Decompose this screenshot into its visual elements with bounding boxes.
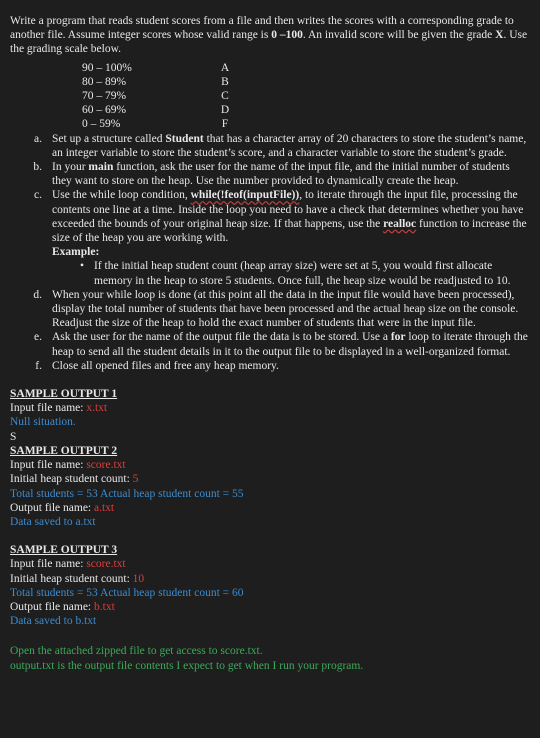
grade-row: [82, 117, 232, 131]
grade-range: 90 – 100%: [82, 61, 132, 74]
task-text-part: that has a character array of 20 characters to store the student’s name, an integer variable to store the student’s score, and a character variable to store the student’s grade.: [52, 132, 527, 159]
task-text-part: Set up a structure called: [52, 132, 166, 145]
sample-user-input: 10: [132, 572, 145, 585]
sample-output-1: [10, 387, 530, 444]
sample-user-input: x.txt: [86, 402, 108, 415]
task-keyword: for: [390, 331, 406, 344]
sample-line: S: [10, 430, 17, 443]
task-item-f: [10, 359, 530, 373]
grade-letter: F: [221, 118, 229, 131]
grade-range: 80 – 89%: [82, 75, 127, 88]
footer-note: [10, 644, 530, 672]
task-text-part: function, ask the user for the name of the input file, and the initial number of students they want to store on the heap. Use the number provided to dynamically create the heap.: [52, 161, 510, 188]
task-item-d: [10, 288, 530, 331]
footer-line: Open the attached zipped file to get access to score.txt.: [10, 645, 263, 658]
grade-letter: A: [220, 61, 230, 74]
intro-paragraph: [10, 14, 530, 57]
sample-program-output: Data saved to a.txt: [10, 515, 96, 528]
task-marker: f.: [35, 359, 42, 372]
sample-output-2: [10, 444, 530, 529]
task-item-c: [10, 188, 530, 259]
sample-program-output: Total students = 53 Actual heap student count = 60: [10, 586, 244, 599]
sample-title: SAMPLE OUTPUT 1: [10, 388, 118, 401]
task-text: Close all opened files and free any heap memory.: [52, 359, 279, 372]
task-text-part: , to iterate through the input file, processing the contents one line at a time. Inside the loop you need to have a check that determines whether you have exceeded the bounds of your original heap size. If that happens, use the: [52, 189, 524, 230]
sample-user-input: a.txt: [94, 501, 115, 514]
task-item-a: [10, 132, 530, 160]
grade-row: [82, 61, 232, 75]
intro-range: 0 –100: [271, 29, 303, 42]
sample-line: [10, 501, 530, 515]
example-text: If the initial heap student count (heap array size) were set at 5, you would first allocate memory in the heap to store 5 students. Once full, the heap size would be readjusted to 10.: [94, 260, 511, 287]
sample-label: Output file name:: [10, 501, 94, 514]
sample-title: SAMPLE OUTPUT 2: [10, 444, 118, 457]
task-text-part: loop to iterate through the heap to send all the student details in it to the output file to be displayed in a well-organized format.: [52, 331, 528, 358]
example-label: Example:: [52, 246, 100, 259]
sample-label: Input file name:: [10, 402, 87, 415]
sample-line: [10, 557, 530, 571]
sample-line: [10, 458, 530, 472]
sample-user-input: score.txt: [86, 459, 126, 472]
grade-row: [82, 89, 232, 103]
task-item-e: [10, 330, 530, 358]
sample-line: [10, 572, 530, 586]
grade-letter: D: [220, 104, 230, 117]
task-text: [52, 132, 530, 160]
sample-output-3: [10, 543, 530, 628]
grade-letter: C: [221, 90, 229, 103]
task-marker: e.: [34, 331, 42, 344]
intro-text-c: . Use the grading scale below.: [10, 29, 528, 56]
footer-line: output.txt is the output file contents I expect to get when I run your program.: [10, 659, 364, 672]
task-keyword: while(!feof(inputFile)): [190, 189, 300, 202]
intro-text-a: Write a program that reads student scores from a file and then writes the scores with a corresponding grade to another file. Assume integer scores whose valid range is: [10, 15, 514, 42]
sample-line: [10, 401, 530, 415]
task-marker: b.: [33, 161, 42, 174]
sample-label: Initial heap student count:: [10, 473, 133, 486]
sample-label: Output file name:: [10, 600, 94, 613]
task-keyword: main: [88, 161, 114, 174]
task-text-part: In your: [52, 161, 89, 174]
grading-scale: [82, 61, 232, 132]
task-text: [52, 160, 530, 188]
grade-range: 70 – 79%: [82, 90, 127, 103]
sample-label: Initial heap student count:: [10, 572, 133, 585]
grade-range: 60 – 69%: [82, 104, 127, 117]
task-marker: a.: [34, 132, 42, 145]
sample-program-output: Total students = 53 Actual heap student count = 55: [10, 487, 244, 500]
grade-letter: B: [221, 75, 229, 88]
task-list: [10, 132, 530, 373]
task-marker: d.: [33, 288, 42, 301]
task-text-part: Ask the user for the name of the output file the data is to be stored. Use a: [52, 331, 391, 344]
task-keyword: realloc: [383, 217, 417, 230]
intro-invalid-grade: X: [495, 29, 504, 42]
sample-label: Input file name:: [10, 558, 87, 571]
task-text: When your while loop is done (at this point all the data in the input file would have been processed), display the total number of students that have been processed and the actual heap size on the console. Readjust the size of the heap to hold the exact number of students that were in the input file.: [52, 288, 519, 330]
sample-title: SAMPLE OUTPUT 3: [10, 544, 118, 557]
task-text: [52, 330, 530, 358]
sample-line: [10, 600, 530, 614]
sample-line: [10, 472, 530, 486]
task-text-part: Use the while loop condition,: [52, 189, 191, 202]
sample-program-output: Data saved to b.txt: [10, 615, 97, 628]
sample-user-input: score.txt: [86, 558, 126, 571]
task-keyword: Student: [165, 132, 204, 145]
task-text-part: function to increase the size of the heap you are working with.: [52, 217, 527, 245]
sample-user-input: 5: [132, 473, 139, 486]
sample-label: Input file name:: [10, 459, 87, 472]
grade-range: 0 – 59%: [82, 118, 121, 131]
intro-text-b: . An invalid score will be given the grade: [302, 29, 496, 42]
sample-program-output: Null situation.: [10, 416, 76, 429]
bullet-icon: •: [80, 260, 85, 273]
grade-row: [82, 75, 232, 89]
task-item-b: [10, 160, 530, 188]
sample-user-input: b.txt: [94, 600, 115, 613]
task-text: [52, 188, 530, 259]
example-bullet: [38, 259, 530, 287]
grade-row: [82, 103, 232, 117]
task-marker: c.: [34, 189, 42, 202]
